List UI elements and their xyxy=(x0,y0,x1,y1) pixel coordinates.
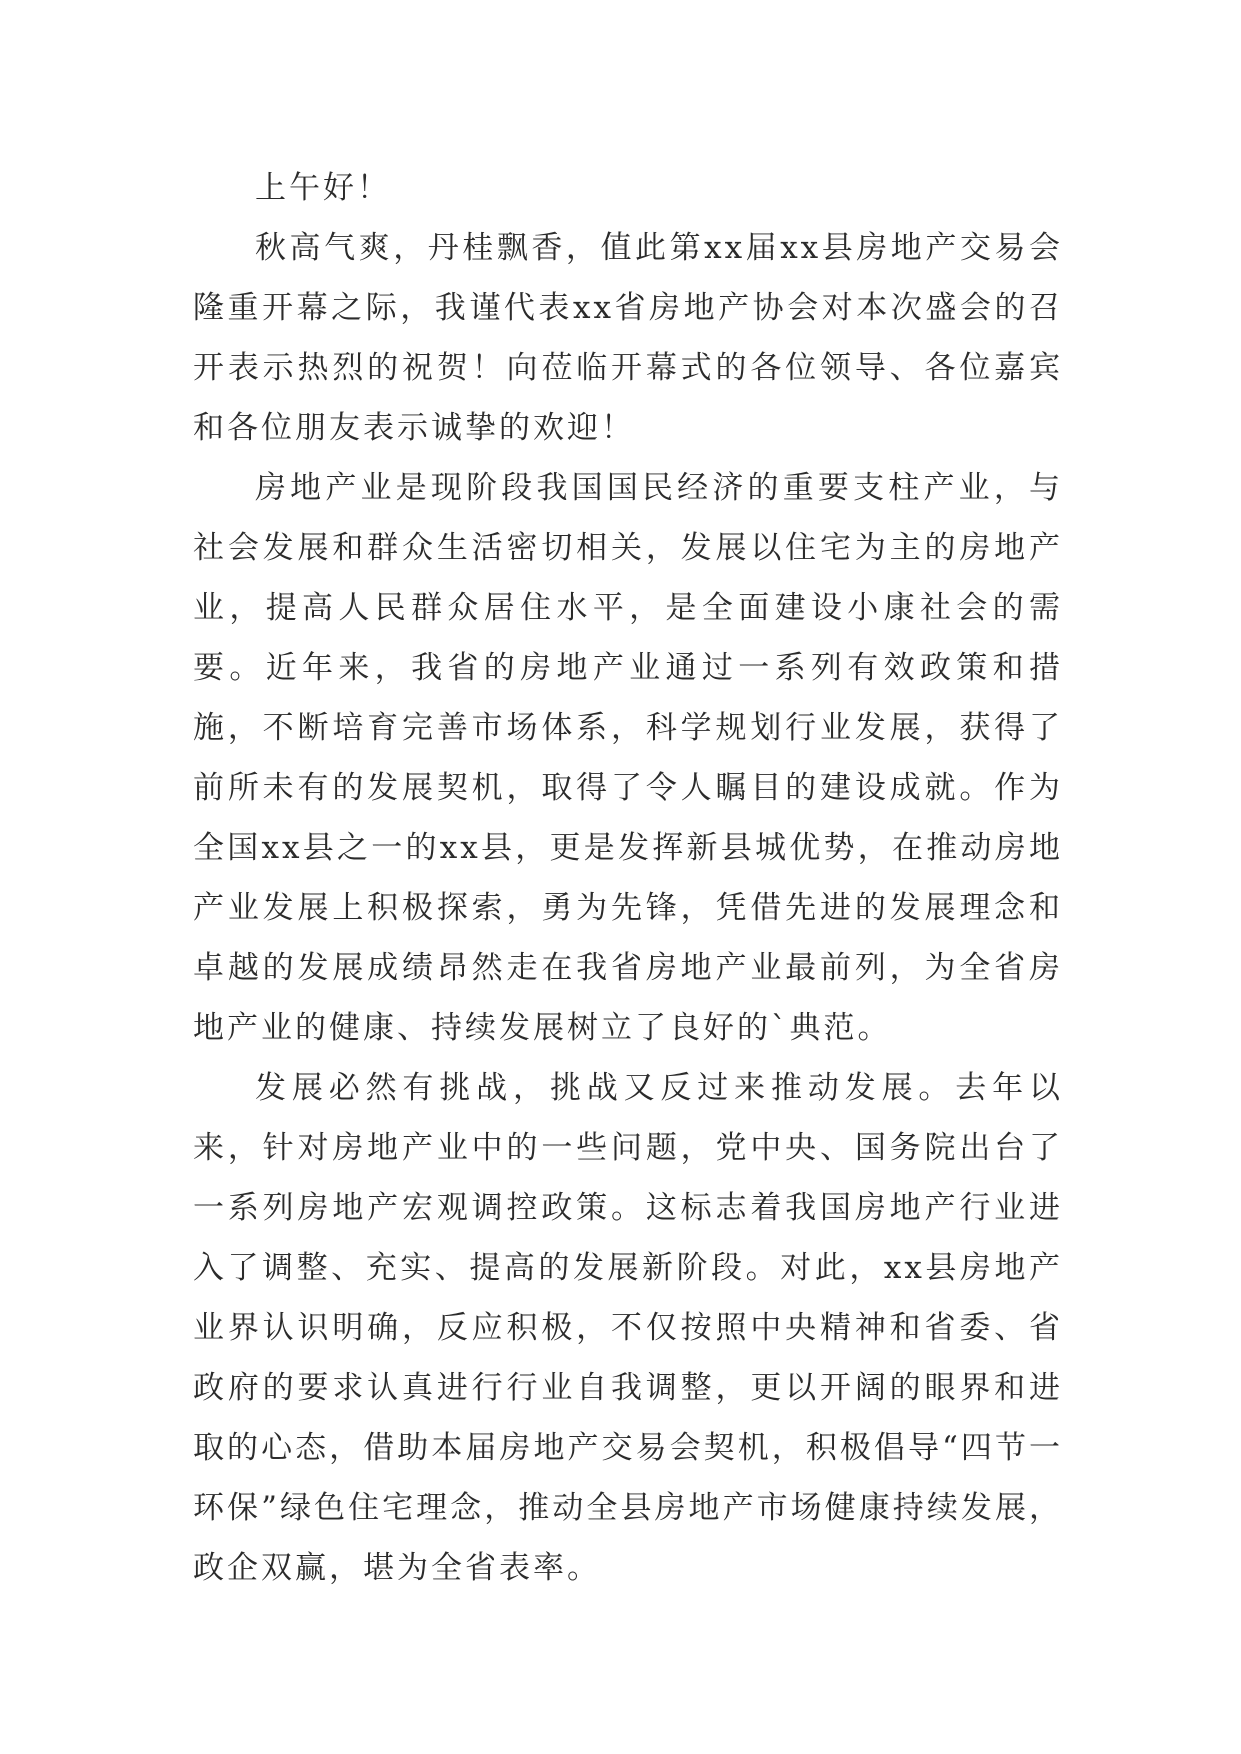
paragraph-industry: 房地产业是现阶段我国国民经济的重要支柱产业，与社会发展和群众生活密切相关，发展以住宅为主的房地产业，提高人民群众居住水平，是全面建设小康社会的需要。近年来，我省的房地产业通过一系列有效政策和措施，不断培育完善市场体系，科学规划行业发展，获得了前所未有的发展契机，取得了令人瞩目的建设成就。作为全国xx县之一的xx县，更是发挥新县城优势，在推动房地产业发展上积极探索，勇为先锋，凭借先进的发展理念和卓越的发展成绩昂然走在我省房地产业最前列，为全省房地产业的健康、持续发展树立了良好的`典范。 xyxy=(193,470,1063,1046)
document-body xyxy=(193,158,1063,1598)
paragraph-welcome: 秋高气爽，丹桂飘香，值此第xx届xx县房地产交易会隆重开幕之际，我谨代表xx省房地产协会对本次盛会的召开表示热烈的祝贺！向莅临开幕式的各位领导、各位嘉宾和各位朋友表示诚挚的欢迎！ xyxy=(193,230,1063,446)
paragraph-challenge: 发展必然有挑战，挑战又反过来推动发展。去年以来，针对房地产业中的一些问题，党中央、国务院出台了一系列房地产宏观调控政策。这标志着我国房地产行业进入了调整、充实、提高的发展新阶段。对此，xx县房地产业界认识明确，反应积极，不仅按照中央精神和省委、省政府的要求认真进行行业自我调整，更以开阔的眼界和进取的心态，借助本届房地产交易会契机，积极倡导“四节一环保”绿色住宅理念，推动全县房地产市场健康持续发展，政企双赢，堪为全省表率。 xyxy=(193,1070,1063,1586)
paragraph-greeting: 上午好！ xyxy=(255,170,391,206)
